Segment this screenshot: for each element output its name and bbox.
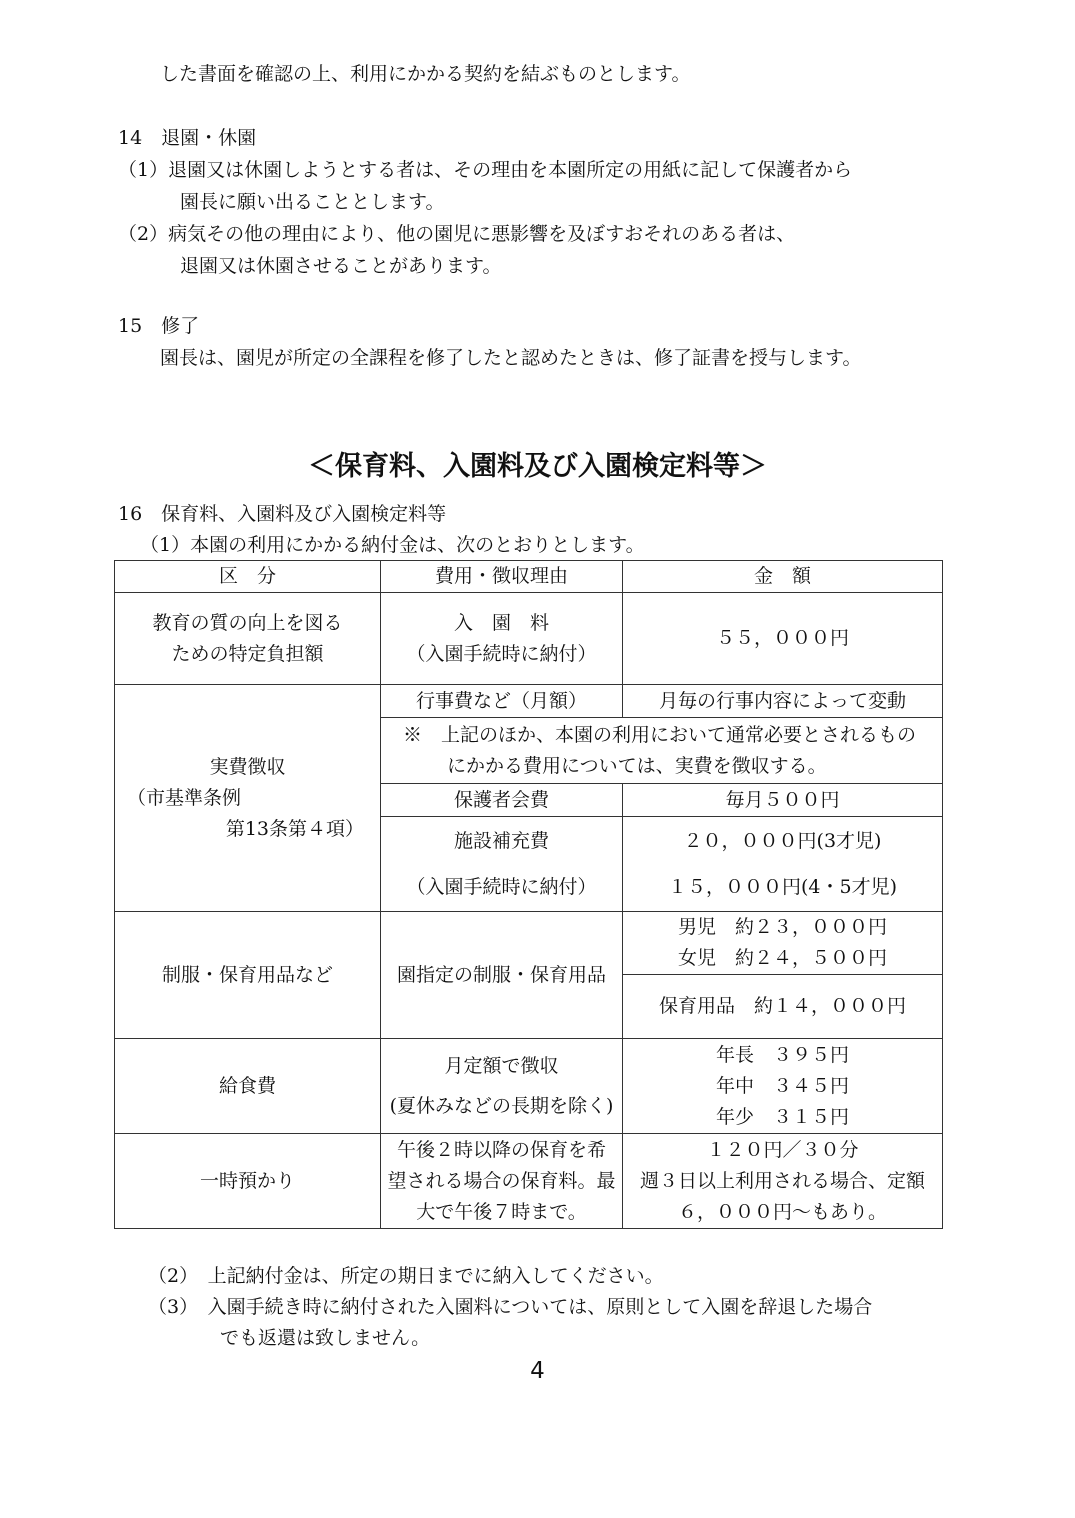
fee-table xyxy=(114,560,943,1229)
table-header-row xyxy=(115,561,943,593)
page-title: ＜保育料、入園料及び入園検定料等＞ xyxy=(308,451,767,482)
row3-category: 制服・保育用品など xyxy=(115,912,381,1039)
row2-sub2-reason: 保護者会費 xyxy=(381,784,623,817)
row4-amount-line: 年長 ３９５円 xyxy=(715,1043,849,1066)
row3-amount-b: 保育用品 約１４，０００円 xyxy=(623,975,943,1039)
row1-reason xyxy=(381,593,623,685)
section-14-heading: 14 退園・休園 xyxy=(118,127,257,149)
table-row xyxy=(115,1039,943,1134)
row1-category xyxy=(115,593,381,685)
row2-sub3-amount-line: ２０，０００円(3才児) xyxy=(683,830,882,852)
intro-line: した書面を確認の上、利用にかかる契約を結ぶものとします。 xyxy=(160,63,691,85)
section-16-item-1: （1）本園の利用にかかる納付金は、次のとおりとします。 xyxy=(140,534,645,556)
row5-amount-line: １２０円／３０分 xyxy=(706,1138,859,1161)
note-3-line-2: でも返還は致しません。 xyxy=(220,1327,431,1349)
row2-category-line: （市基準条例 xyxy=(127,786,242,809)
note-3-line-1: （3） 入園手続き時に納付された入園料については、原則として入園を辞退した場合 xyxy=(148,1296,873,1318)
row2-sub3-reason-line: 施設補充費 xyxy=(453,830,549,852)
row1-reason-line: （入園手続時に納付） xyxy=(406,642,597,665)
row1-category-line: 教育の質の向上を図る xyxy=(152,611,343,634)
row4-amount-line: 年少 ３１５円 xyxy=(715,1105,849,1128)
section-14-item-1-line-2: 園長に願い出ることとします。 xyxy=(180,191,445,213)
row2-sub3-amount xyxy=(623,817,943,912)
table-row xyxy=(115,685,943,718)
row5-amount-line: ６，０００円～もあり。 xyxy=(677,1200,887,1223)
header-amount: 金 額 xyxy=(623,561,943,593)
row3-amount-line: 女児 約２４，５００円 xyxy=(677,947,887,969)
page-number: 4 xyxy=(530,1358,545,1384)
row5-reason-line: 望される場合の保育料。最 xyxy=(387,1169,616,1192)
row3-reason: 園指定の制服・保育用品 xyxy=(381,912,623,1039)
header-category: 区 分 xyxy=(115,561,381,593)
header-reason: 費用・徴収理由 xyxy=(381,561,623,593)
row5-amount xyxy=(623,1134,943,1229)
row3-amount-line: 男児 約２３，０００円 xyxy=(677,916,887,938)
row2-sub3-amount-line: １５，０００円(4・5才児) xyxy=(667,876,897,898)
row2-note-line: ※ 上記のほか、本園の利用において通常必要とされるもの xyxy=(403,723,917,746)
row2-category-line: 第13条第４項） xyxy=(225,817,364,840)
row5-reason-line: 午後２時以降の保育を希 xyxy=(396,1138,606,1161)
row3-amount-a xyxy=(623,912,943,975)
row2-note xyxy=(381,718,943,784)
row4-reason xyxy=(381,1039,623,1134)
row4-amount xyxy=(623,1039,943,1134)
row1-reason-line: 入 園 料 xyxy=(453,611,549,634)
row5-category: 一時預かり xyxy=(115,1134,381,1229)
row5-reason xyxy=(381,1134,623,1229)
row2-category-line: 実費徴収 xyxy=(209,755,286,778)
section-16-heading: 16 保育料、入園料及び入園検定料等 xyxy=(118,503,447,525)
row1-category-line: ための特定負担額 xyxy=(171,642,324,665)
table-row xyxy=(115,912,943,975)
section-14-item-2-line-1: （2）病気その他の理由により、他の園児に悪影響を及ぼすおそれのある者は、 xyxy=(118,223,796,245)
row2-sub1-amount: 月毎の行事内容によって変動 xyxy=(623,685,943,718)
row5-amount-line: 週３日以上利用される場合、定額 xyxy=(639,1169,925,1192)
note-2: （2） 上記納付金は、所定の期日までに納入してください。 xyxy=(148,1265,664,1287)
section-14-item-2-line-2: 退園又は休園させることがあります。 xyxy=(180,255,502,277)
row2-sub1-reason: 行事費など（月額） xyxy=(381,685,623,718)
row2-sub3-reason-line: （入園手続時に納付） xyxy=(406,876,597,898)
row2-sub2-amount: 毎月５００円 xyxy=(623,784,943,817)
row2-sub3-reason xyxy=(381,817,623,912)
row4-reason-line: 月定額で徴収 xyxy=(444,1055,559,1077)
section-15-body: 園長は、園児が所定の全課程を修了したと認めたときは、修了証書を授与します。 xyxy=(160,347,862,369)
row2-note-line: にかかる費用については、実費を徴収する。 xyxy=(447,754,827,777)
row4-amount-line: 年中 ３４５円 xyxy=(715,1074,849,1097)
table-row xyxy=(115,593,943,685)
row4-category: 給食費 xyxy=(115,1039,381,1134)
section-14-item-1-line-1: （1）退園又は休園しようとする者は、その理由を本園所定の用紙に記して保護者から xyxy=(118,159,853,181)
section-15-heading: 15 修了 xyxy=(118,315,200,337)
table-row xyxy=(115,1134,943,1229)
row5-reason-line: 大で午後７時まで。 xyxy=(416,1200,587,1223)
row4-reason-line: (夏休みなどの長期を除く) xyxy=(389,1095,614,1117)
row1-amount: ５５，０００円 xyxy=(623,593,943,685)
row2-category xyxy=(115,685,381,912)
